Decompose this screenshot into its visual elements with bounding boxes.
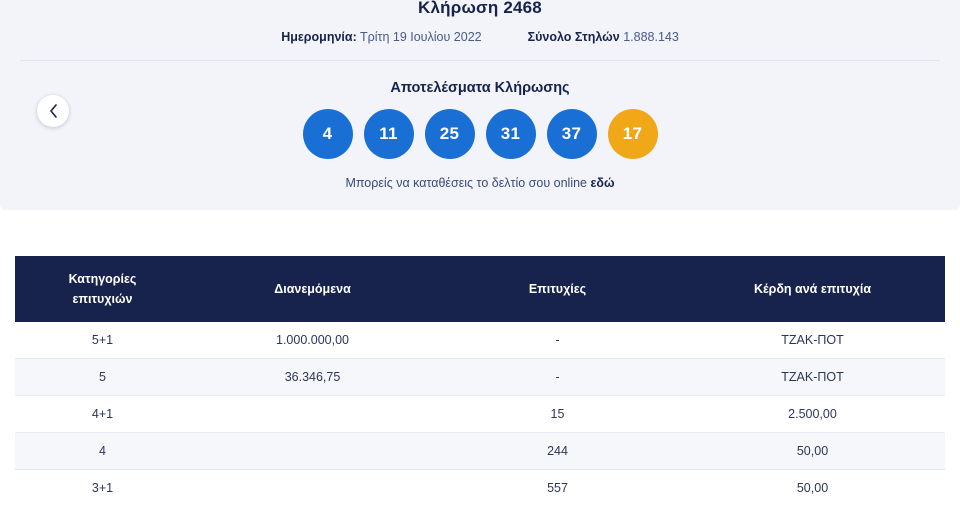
cell-prize: ΤΖΑΚ-ΠΟΤ xyxy=(680,359,945,396)
prize-breakdown-table xyxy=(15,256,945,506)
table-row xyxy=(15,322,945,359)
drawn-number-ball: 37 xyxy=(547,109,597,159)
cell-category: 4 xyxy=(15,433,190,470)
draw-columns xyxy=(528,30,679,44)
table-body xyxy=(15,322,945,506)
draw-date-label: Ημερομηνία: xyxy=(281,30,357,44)
column-header-distributed: Διανεμόμενα xyxy=(274,282,351,296)
draw-title: Κλήρωση 2468 xyxy=(418,0,542,17)
cell-winners: - xyxy=(435,322,680,359)
cell-distributed: 1.000.000,00 xyxy=(190,322,435,359)
column-header-winners: Επιτυχίες xyxy=(528,282,587,296)
cell-distributed xyxy=(190,470,435,506)
panel-divider xyxy=(20,60,940,61)
draw-date-value: Τρίτη 19 Ιουλίου 2022 xyxy=(359,30,482,44)
draw-columns-label: Σύνολο Στηλών xyxy=(527,30,620,44)
chevron-left-icon xyxy=(49,104,58,118)
drawn-number-ball: 31 xyxy=(486,109,536,159)
online-submit-text: Μπορείς να καταθέσεις το δελτίο σου online xyxy=(345,176,587,190)
cell-distributed: 36.346,75 xyxy=(190,359,435,396)
cell-category: 3+1 xyxy=(15,470,190,506)
column-header-categories xyxy=(15,256,190,322)
online-submit-note xyxy=(0,176,960,190)
cell-category: 5 xyxy=(15,359,190,396)
bonus-number-ball: 17 xyxy=(608,109,658,159)
draw-columns-value: 1.888.143 xyxy=(623,30,679,44)
drawn-number-ball: 25 xyxy=(425,109,475,159)
cell-winners: 244 xyxy=(435,433,680,470)
column-header-categories-line1: Κατηγορίες xyxy=(68,272,137,286)
cell-prize: 50,00 xyxy=(680,433,945,470)
table-row xyxy=(15,359,945,396)
online-submit-link[interactable]: εδώ xyxy=(590,176,615,190)
draw-meta-row xyxy=(0,30,960,44)
drawn-numbers-list xyxy=(0,109,960,159)
cell-distributed xyxy=(190,396,435,433)
drawn-number-ball: 4 xyxy=(303,109,353,159)
column-header-categories-line2: επιτυχιών xyxy=(72,292,133,306)
results-title: Αποτελέσματα Κλήρωσης xyxy=(390,80,570,96)
cell-prize: 50,00 xyxy=(680,470,945,506)
draw-results-panel xyxy=(0,0,960,210)
cell-prize: ΤΖΑΚ-ΠΟΤ xyxy=(680,322,945,359)
draw-date xyxy=(281,30,481,44)
cell-category: 4+1 xyxy=(15,396,190,433)
table-row xyxy=(15,433,945,470)
column-header-prize: Κέρδη ανά επιτυχία xyxy=(753,282,872,296)
table-row xyxy=(15,396,945,433)
cell-winners: 15 xyxy=(435,396,680,433)
cell-winners: 557 xyxy=(435,470,680,506)
cell-winners: - xyxy=(435,359,680,396)
cell-category: 5+1 xyxy=(15,322,190,359)
cell-distributed xyxy=(190,433,435,470)
previous-draw-button[interactable] xyxy=(37,95,69,127)
cell-prize: 2.500,00 xyxy=(680,396,945,433)
drawn-number-ball: 11 xyxy=(364,109,414,159)
table-row xyxy=(15,470,945,506)
table-header-row xyxy=(15,256,945,322)
